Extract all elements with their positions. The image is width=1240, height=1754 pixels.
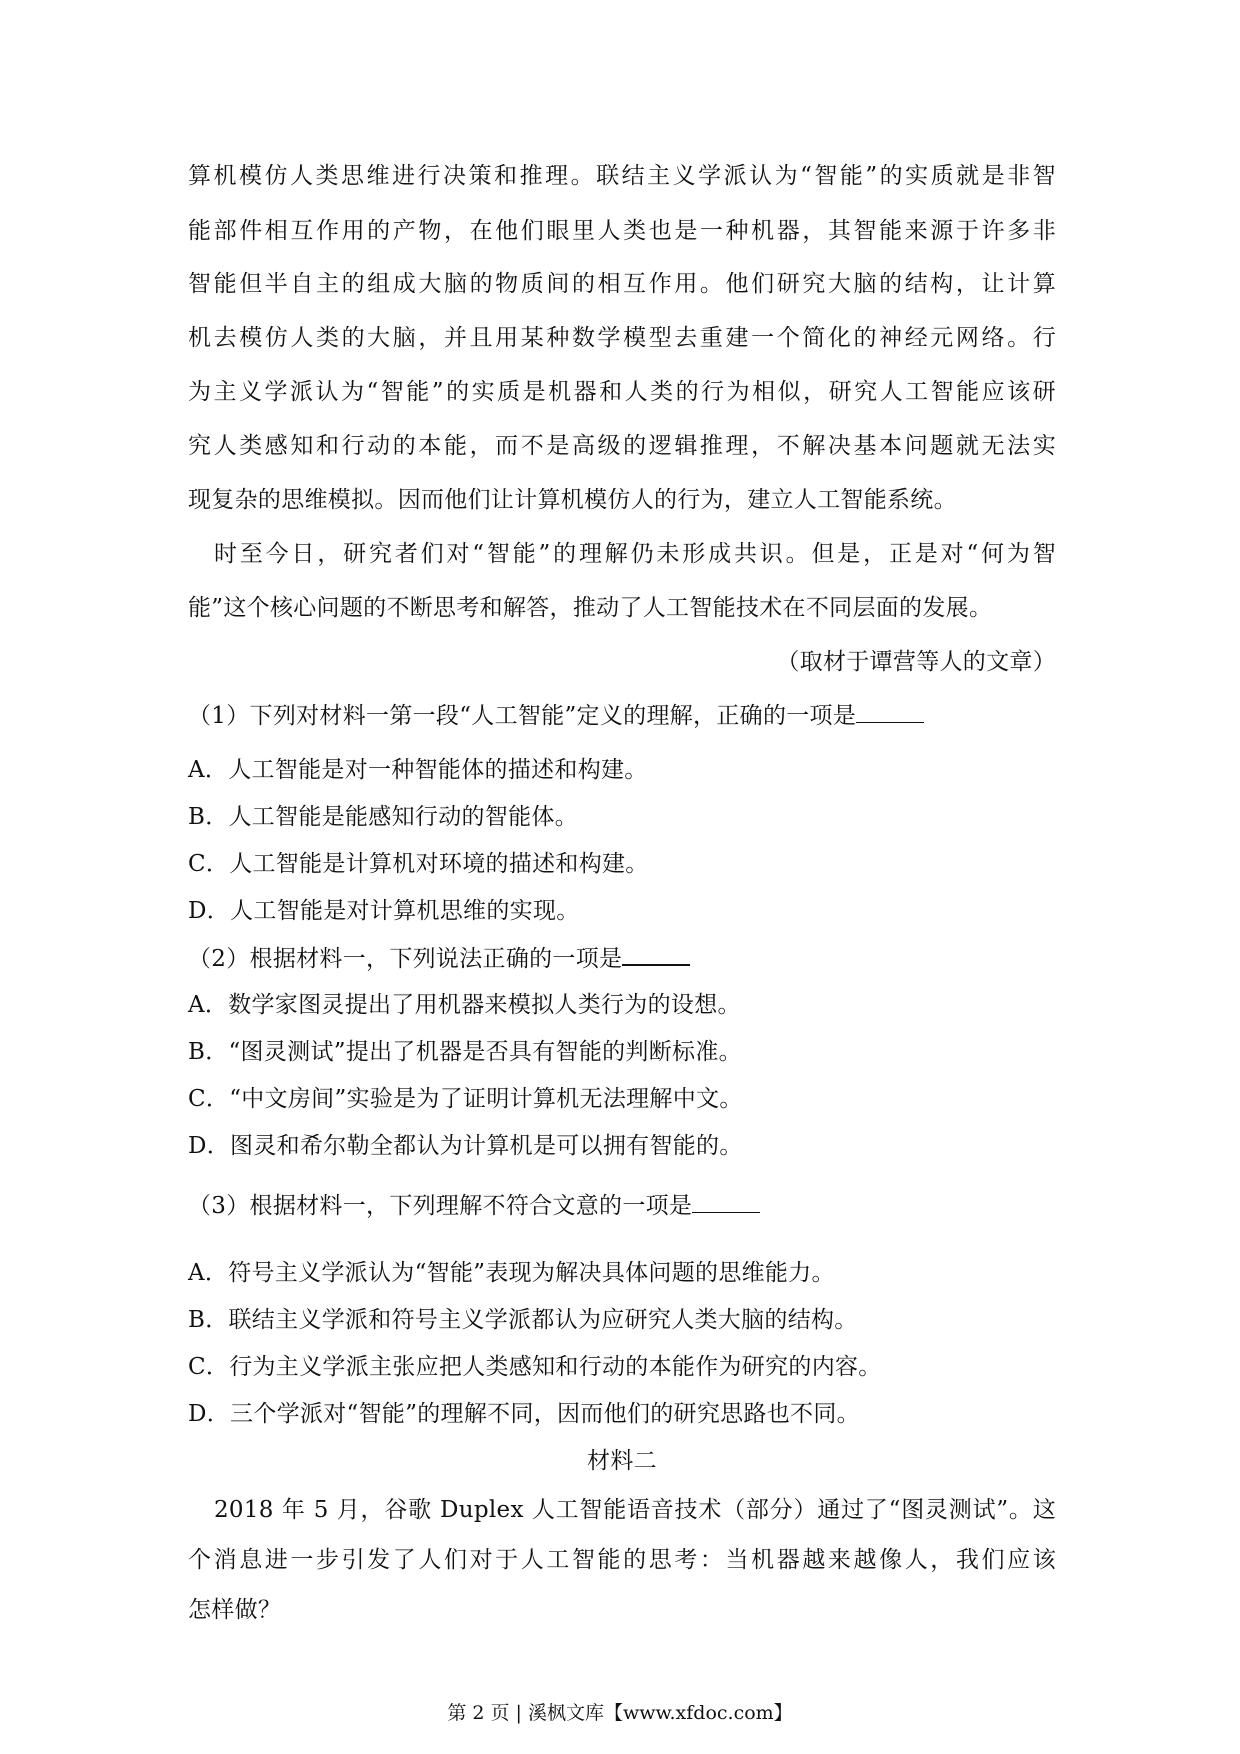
q1-option-d: D．人工智能是对计算机思维的实现。	[188, 898, 580, 924]
q3-option-c: C．行为主义学派主张应把人类感知和行动的本能作为研究的内容。	[188, 1354, 882, 1380]
q2-option-c: C．“中文房间”实验是为了证明计算机无法理解中文。	[188, 1086, 743, 1112]
intro-line-4: 机去模仿人类的大脑，并且用某种数学模型去重建一个简化的神经元网络。行	[188, 325, 1056, 351]
intro-line-1: 算机模仿人类思维进行决策和推理。联结主义学派认为“智能”的实质就是非智	[188, 163, 1056, 189]
question-1-text: （1）下列对材料一第一段“人工智能”定义的理解，正确的一项是	[188, 703, 857, 729]
q3-option-a: A．符号主义学派认为“智能”表现为解决具体问题的思维能力。	[188, 1260, 835, 1286]
question-3-text: （3）根据材料一，下列理解不符合文意的一项是	[188, 1193, 693, 1219]
material-2-line-2: 个消息进一步引发了人们对于人工智能的思考：当机器越来越像人，我们应该	[188, 1547, 1056, 1573]
q2-option-b: B．“图灵测试”提出了机器是否具有智能的判断标准。	[188, 1039, 742, 1065]
q1-option-c: C．人工智能是计算机对环境的描述和构建。	[188, 851, 649, 877]
page-footer: 第 2 页 | 溪枫文库【www.xfdoc.com】	[447, 1702, 793, 1724]
intro-line-5: 为主义学派认为“智能”的实质是机器和人类的行为相似，研究人工智能应该研	[188, 379, 1056, 405]
material-2-title: 材料二	[587, 1448, 657, 1474]
answer-blank-2	[622, 942, 690, 966]
material-2-line-1: 2018 年 5 月，谷歌 Duplex 人工智能语音技术（部分）通过了“图灵测试”。这	[214, 1497, 1056, 1523]
q2-option-d: D．图灵和希尔勒全都认为计算机是可以拥有智能的。	[188, 1133, 743, 1159]
q1-option-b: B．人工智能是能感知行动的智能体。	[188, 804, 579, 830]
question-3-stem	[188, 1190, 1056, 1222]
para2-line-1: 时至今日，研究者们对“智能”的理解仍未形成共识。但是，正是对“何为智	[214, 541, 1056, 567]
material-2-line-3: 怎样做？	[188, 1597, 282, 1623]
question-2-stem	[188, 942, 1056, 975]
answer-blank-1	[856, 700, 924, 723]
intro-line-2: 能部件相互作用的产物，在他们眼里人类也是一种机器，其智能来源于许多非	[188, 218, 1056, 244]
source-citation: （取材于谭营等人的文章）	[776, 649, 1056, 675]
para2-line-2: 能”这个核心问题的不断思考和解答，推动了人工智能技术在不同层面的发展。	[188, 595, 993, 621]
intro-line-6: 究人类感知和行动的本能，而不是高级的逻辑推理，不解决基本问题就无法实	[188, 433, 1056, 459]
q2-option-a: A．数学家图灵提出了用机器来模拟人类行为的设想。	[188, 992, 741, 1018]
question-1-stem	[188, 700, 1056, 732]
intro-line-7: 现复杂的思维模拟。因而他们让计算机模仿人的行为，建立人工智能系统。	[188, 487, 957, 513]
q1-option-a: A．人工智能是对一种智能体的描述和构建。	[188, 757, 648, 783]
answer-blank-3	[692, 1190, 760, 1213]
intro-line-3: 智能但半自主的组成大脑的物质间的相互作用。他们研究大脑的结构，让计算	[188, 271, 1056, 297]
q3-option-b: B．联结主义学派和符号主义学派都认为应研究人类大脑的结构。	[188, 1307, 858, 1333]
question-2-text: （2）根据材料一，下列说法正确的一项是	[188, 946, 623, 972]
q3-option-d: D．三个学派对“智能”的理解不同，因而他们的研究思路也不同。	[188, 1401, 860, 1427]
